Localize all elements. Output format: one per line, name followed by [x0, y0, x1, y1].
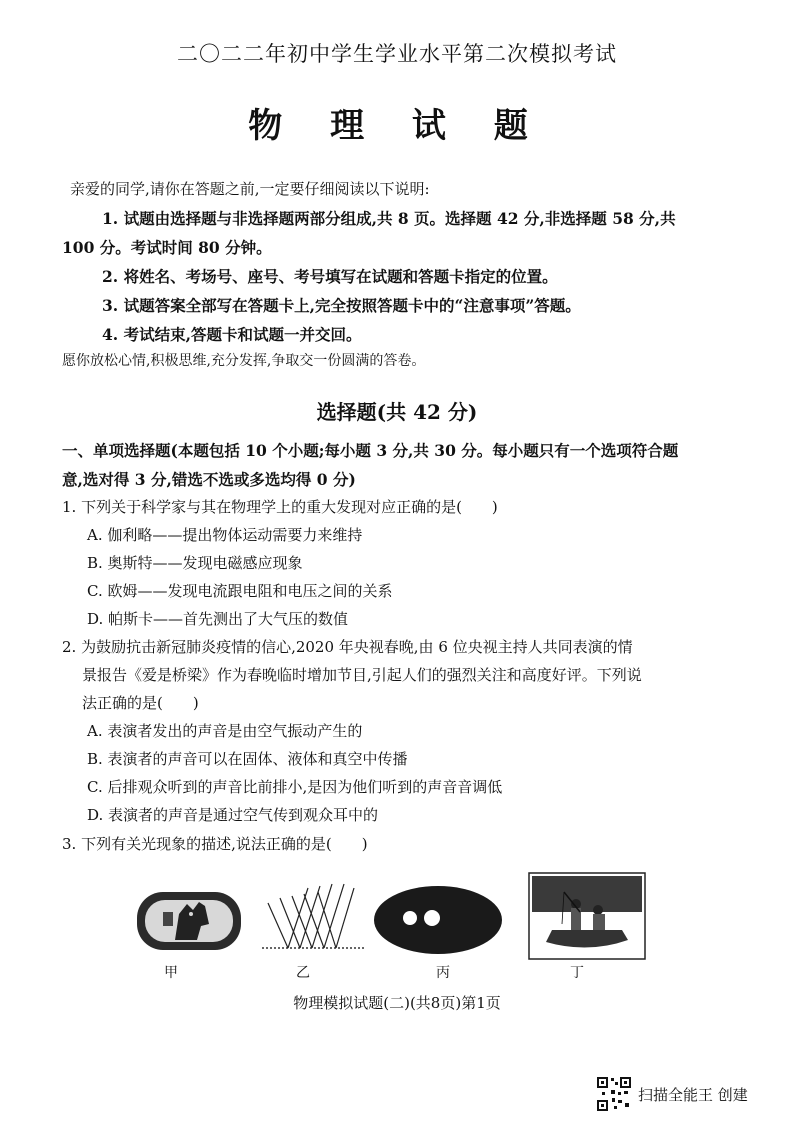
note-line: 1. 试题由选择题与非选择题两部分组成,共 8 页。选择题 42 分,非选择题 58 分,共 [102, 209, 676, 228]
qr-code-icon [596, 1076, 632, 1112]
part-heading-line: 一、单项选择题(本题包括 10 个小题;每小题 3 分,共 30 分。每小题只有一个选项符合题 [62, 441, 679, 460]
question-3 [62, 830, 722, 858]
option-d: D. 表演者的声音是通过空气传到观众耳中的 [87, 806, 379, 824]
note-line: 2. 将姓名、考场号、座号、考号填写在试题和答题卡指定的位置。 [102, 267, 558, 286]
part-heading [62, 436, 722, 494]
option-d: D. 帕斯卡——首先测出了大气压的数值 [87, 610, 349, 628]
option-c: C. 欧姆——发现电流跟电阻和电压之间的关系 [87, 582, 393, 600]
option-a: A. 表演者发出的声音是由空气振动产生的 [87, 722, 363, 740]
page-footer: 物理模拟试题(二)(共8页)第1页 [293, 994, 501, 1012]
instructions [62, 204, 712, 349]
question-stem: 景报告《爱是桥梁》作为春晚临时增加节目,引起人们的强烈关注和高度好评。下列说 [82, 666, 642, 684]
question-2 [62, 633, 722, 829]
option-c: C. 后排观众听到的声音比前排小,是因为他们听到的声音音调低 [87, 778, 503, 796]
part-heading-line: 意,选对得 3 分,错选不选或多选均得 0 分) [62, 470, 356, 489]
figure-ding-image [528, 872, 646, 960]
figure-bing-image [372, 884, 504, 956]
question-1 [62, 493, 722, 633]
option-b: B. 表演者的声音可以在固体、液体和真空中传播 [87, 750, 408, 768]
figure-yi-image [258, 878, 368, 958]
scanner-watermark [596, 1074, 786, 1114]
question-stem: 2. 为鼓励抗击新冠肺炎疫情的信心,2020 年央视春晚,由 6 位央视主持人共同表演的情 [62, 638, 633, 656]
question-stem: 3. 下列有关光现象的描述,说法正确的是( ) [62, 835, 368, 853]
wish-text: 愿你放松心情,积极思维,充分发挥,争取交一份圆满的答卷。 [62, 353, 426, 369]
figure-jia-image [135, 890, 243, 952]
option-b: B. 奥斯特——发现电磁感应现象 [87, 554, 303, 572]
note-line: 3. 试题答案全部写在答题卡上,完全按照答题卡中的“注意事项”答题。 [102, 296, 581, 315]
exam-header: 二〇二二年初中学生学业水平第二次模拟考试 [177, 42, 617, 66]
figure-label: 丁 [570, 965, 584, 981]
option-a: A. 伽利略——提出物体运动需要力来维持 [87, 526, 363, 544]
question-stem: 1. 下列关于科学家与其在物理学上的重大发现对应正确的是( ) [62, 498, 498, 516]
scanner-text: 扫描全能王 创建 [638, 1086, 748, 1104]
section-title: 选择题(共 42 分) [316, 400, 478, 424]
page-title: 物 理 试 题 [248, 106, 546, 146]
figure-label: 甲 [164, 965, 178, 981]
intro-text: 亲爱的同学,请你在答题之前,一定要仔细阅读以下说明: [70, 180, 430, 198]
figure-label: 乙 [296, 965, 310, 981]
figure-label: 丙 [436, 965, 450, 981]
note-line: 4. 考试结束,答题卡和试题一并交回。 [102, 325, 362, 344]
figure-row [0, 870, 794, 980]
note-line: 100 分。考试时间 80 分钟。 [62, 238, 272, 257]
question-stem: 法正确的是( ) [82, 694, 199, 712]
